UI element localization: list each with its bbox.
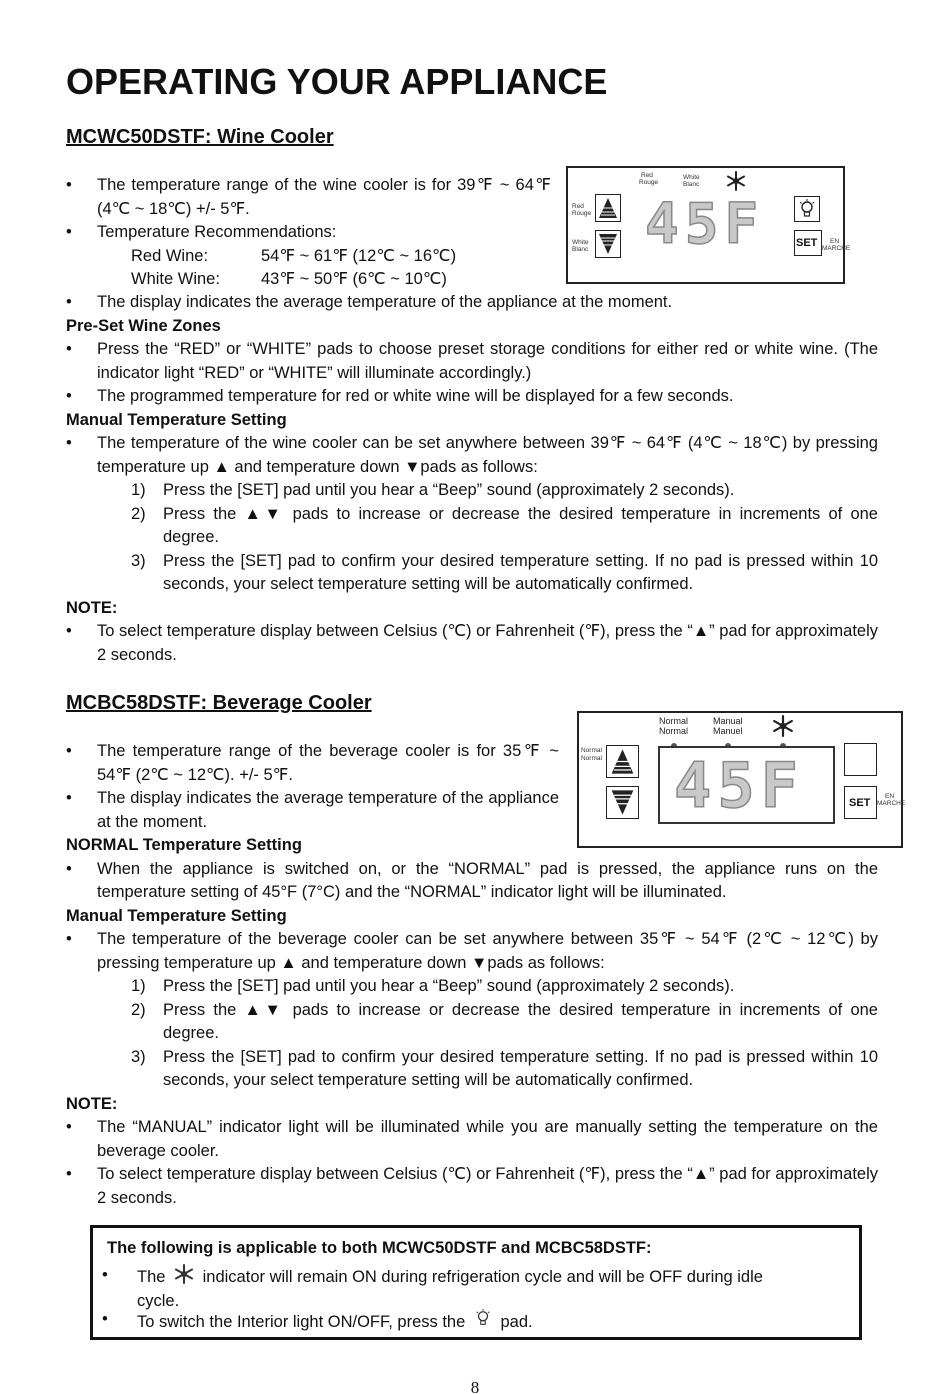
bev-manual-bullet: • The temperature of the beverage cooler can be set anywhere between 35℉ ~ 54℉ (2℃ ~ 12℃) by pressing temperature up ▲ and temperature down ▼pads as follows: — [66, 928, 878, 975]
triangle-up-icon — [597, 196, 619, 220]
wine-step-3: 3) Press the [SET] pad to confirm your desired temperature setting. If no pad is pressed within 10 seconds, your select temperature setting will be automatically confirmed. — [131, 551, 878, 593]
normal-up-button[interactable] — [606, 745, 639, 778]
panel-normal-top-label: Normal — [659, 716, 689, 726]
preset-zones-heading: Pre-Set Wine Zones — [66, 316, 221, 335]
snowflake-icon — [174, 1264, 194, 1284]
bev-intro — [66, 740, 559, 834]
wine-note-bullet: • To select temperature display between Celsius (℃) or Fahrenheit (℉), press the “▲” pad for approximately 2 seconds. — [66, 620, 878, 667]
triangle-up-icon — [608, 747, 637, 776]
box-bullet-2: • To switch the Interior light ON/OFF, press the pad. — [102, 1310, 533, 1331]
preset-bullet-2: • The programmed temperature for red or white wine will be displayed for a few seconds. — [66, 385, 878, 409]
page-number: 8 — [470, 1378, 480, 1394]
wine-body — [66, 291, 878, 667]
panel-left-white-label: White — [572, 239, 589, 246]
box-bullet-1: • The indicator will remain ON during refrigeration cycle and will be OFF during idle cycle. — [102, 1266, 763, 1310]
en-marche-label: EN — [830, 238, 840, 245]
set-button-label: SET — [796, 237, 818, 249]
page-title: OPERATING YOUR APPLIANCE — [66, 61, 608, 102]
set-button-label: SET — [849, 797, 871, 809]
panel-normal-top-label-fr: Normal — [659, 726, 689, 736]
beverage-control-panel — [577, 711, 906, 848]
bev-step-3-text: Press the [SET] pad to confirm your desired temperature setting. If no pad is pressed within 10 seconds, your select temperature setting will be automatically confirmed. — [163, 1047, 878, 1089]
wine-control-panel — [566, 166, 851, 284]
white-wine-label: White Wine: — [131, 270, 220, 288]
red-wine-label: Red Wine: — [131, 246, 209, 265]
preset-bullet-1: • Press the “RED” or “WHITE” pads to choose preset storage conditions for either red or white wine. (The indicator light “RED” or “WHITE” will illuminate accordingly.) — [66, 338, 878, 385]
panel-left-white-label-fr: Blanc — [572, 246, 589, 253]
bev-note-heading: NOTE: — [66, 1094, 118, 1113]
en-marche-label-2: MARCHE — [877, 800, 906, 807]
normal-setting-heading: NORMAL Temperature Setting — [66, 836, 302, 854]
set-button[interactable] — [844, 786, 877, 819]
en-marche-label: EN — [885, 793, 895, 800]
en-marche-label-2: MARCHE — [822, 245, 851, 252]
bev-body — [66, 834, 878, 1210]
panel-left-red-label-fr: Rouge — [572, 210, 592, 217]
box-bullet-2-post: pad. — [500, 1313, 533, 1331]
wine-temperature-display — [633, 191, 785, 259]
light-bulb-icon — [474, 1308, 492, 1328]
wine-step-1: 1) Press the [SET] pad until you hear a “Beep” sound (approximately 2 seconds). — [131, 481, 735, 499]
triangle-down-icon — [597, 232, 619, 256]
panel-red-top-label: Red — [641, 172, 653, 179]
box-heading: The following is applicable to both MCWC50DSTF and MCBC58DSTF: — [107, 1239, 652, 1257]
snowflake-icon — [726, 171, 746, 191]
normal-bullet: • When the appliance is switched on, or the “NORMAL” pad is pressed, the appliance runs on the temperature setting of 45°F (7°C) and the “NORMAL” indicator light will be illuminated. — [66, 858, 878, 905]
wine-step-3-text: Press the [SET] pad to confirm your desired temperature setting. If no pad is pressed within 10 seconds, your select temperature setting will be automatically confirmed. — [163, 551, 878, 593]
applicable-to-both-box — [90, 1225, 862, 1340]
wine-note-heading: NOTE: — [66, 598, 118, 617]
bev-manual-heading: Manual Temperature Setting — [66, 906, 287, 925]
wine-manual-bullet: • The temperature of the wine cooler can be set anywhere between 39℉ ~ 64℉ (4℃ ~ 18℃) by pressing temperature up ▲ and temperature down ▼pads as follows: — [66, 432, 878, 479]
panel-left-red-label: Red — [572, 203, 584, 210]
panel-white-top-label: White — [683, 174, 700, 181]
bev-range-bullet: • The temperature range of the beverage cooler is for 35℉ ~ 54℉ (2℃ ~ 12℃). +/- 5℉. — [66, 740, 559, 787]
bev-step-2: 2) Press the ▲▼ pads to increase or decrease the desired temperature in increments of one degree. — [131, 1000, 878, 1042]
wine-recommend-bullet: • Temperature Recommendations: — [66, 221, 551, 245]
wine-step-2-text: Press the ▲▼ pads to increase or decrease the desired temperature in increments of one degree. — [163, 504, 878, 546]
light-bulb-icon — [797, 199, 817, 219]
wine-cooler-heading: MCWC50DSTF: Wine Cooler — [66, 126, 334, 148]
bev-note-bullet-2: • To select temperature display between Celsius (℃) or Fahrenheit (℉), press the “▲” pad for approximately 2 seconds. — [66, 1163, 878, 1210]
panel-manual-top-label: Manual — [713, 716, 743, 726]
wine-intro — [66, 174, 551, 292]
panel-white-top-label-fr: Blanc — [683, 181, 700, 188]
beverage-cooler-heading: MCBC58DSTF: Beverage Cooler — [66, 692, 372, 714]
wine-step-1-text: Press the [SET] pad until you hear a “Beep” sound (approximately 2 seconds). — [163, 481, 735, 499]
wine-display-bullet: • The display indicates the average temperature of the appliance at the moment. — [66, 291, 878, 315]
snowflake-icon — [772, 715, 794, 737]
white-wine-row — [66, 268, 551, 292]
wine-step-2: 2) Press the ▲▼ pads to increase or decrease the desired temperature in increments of one degree. — [131, 504, 878, 546]
wine-range-bullet: • The temperature range of the wine cooler is for 39℉ ~ 64℉ (4℃ ~ 18℃) +/- 5℉. — [66, 174, 551, 221]
red-up-button[interactable] — [595, 194, 621, 222]
beverage-temperature-display — [658, 746, 835, 824]
bev-step-1: 1) Press the [SET] pad until you hear a “Beep” sound (approximately 2 seconds). — [131, 977, 735, 995]
wine-manual-heading: Manual Temperature Setting — [66, 410, 287, 429]
light-button[interactable] — [794, 196, 820, 222]
box-bullet-1-pre: The — [137, 1268, 166, 1286]
white-wine-value: 43℉ ~ 50℉ (6℃ ~ 10℃) — [261, 270, 447, 288]
bev-display-bullet: • The display indicates the average temperature of the appliance at the moment. — [66, 787, 559, 834]
panel-left-normal-label: Normal — [581, 747, 602, 754]
red-wine-value: 54℉ ~ 61℉ (12℃ ~ 16℃) — [261, 246, 457, 265]
panel-left-normal-label-fr: Normal — [581, 755, 602, 762]
panel-red-top-label-fr: Rouge — [639, 179, 659, 186]
bev-step-3: 3) Press the [SET] pad to confirm your desired temperature setting. If no pad is pressed within 10 seconds, your select temperature setting will be automatically confirmed. — [131, 1047, 878, 1089]
triangle-down-icon — [608, 788, 637, 817]
bev-step-2-text: Press the ▲▼ pads to increase or decrease the desired temperature in increments of one degree. — [163, 1000, 878, 1042]
bev-step-1-text: Press the [SET] pad until you hear a “Beep” sound (approximately 2 seconds). — [163, 977, 735, 995]
set-button[interactable] — [794, 230, 822, 256]
red-wine-row — [66, 245, 551, 269]
panel-manual-top-label-fr: Manuel — [713, 726, 743, 736]
white-down-button[interactable] — [595, 230, 621, 258]
down-button[interactable] — [606, 786, 639, 819]
box-bullet-1-post: indicator will remain ON during refrigeration cycle and will be OFF during idle cycle. — [137, 1268, 763, 1310]
wine-display-value: 45F — [645, 192, 765, 257]
beverage-display-value: 45F — [674, 749, 804, 822]
bev-note-bullet-1: • The “MANUAL” indicator light will be illuminated while you are manually setting the temperature on the beverage cooler. — [66, 1116, 878, 1163]
light-button[interactable] — [844, 743, 877, 776]
box-bullet-2-pre: To switch the Interior light ON/OFF, press the — [137, 1313, 466, 1331]
